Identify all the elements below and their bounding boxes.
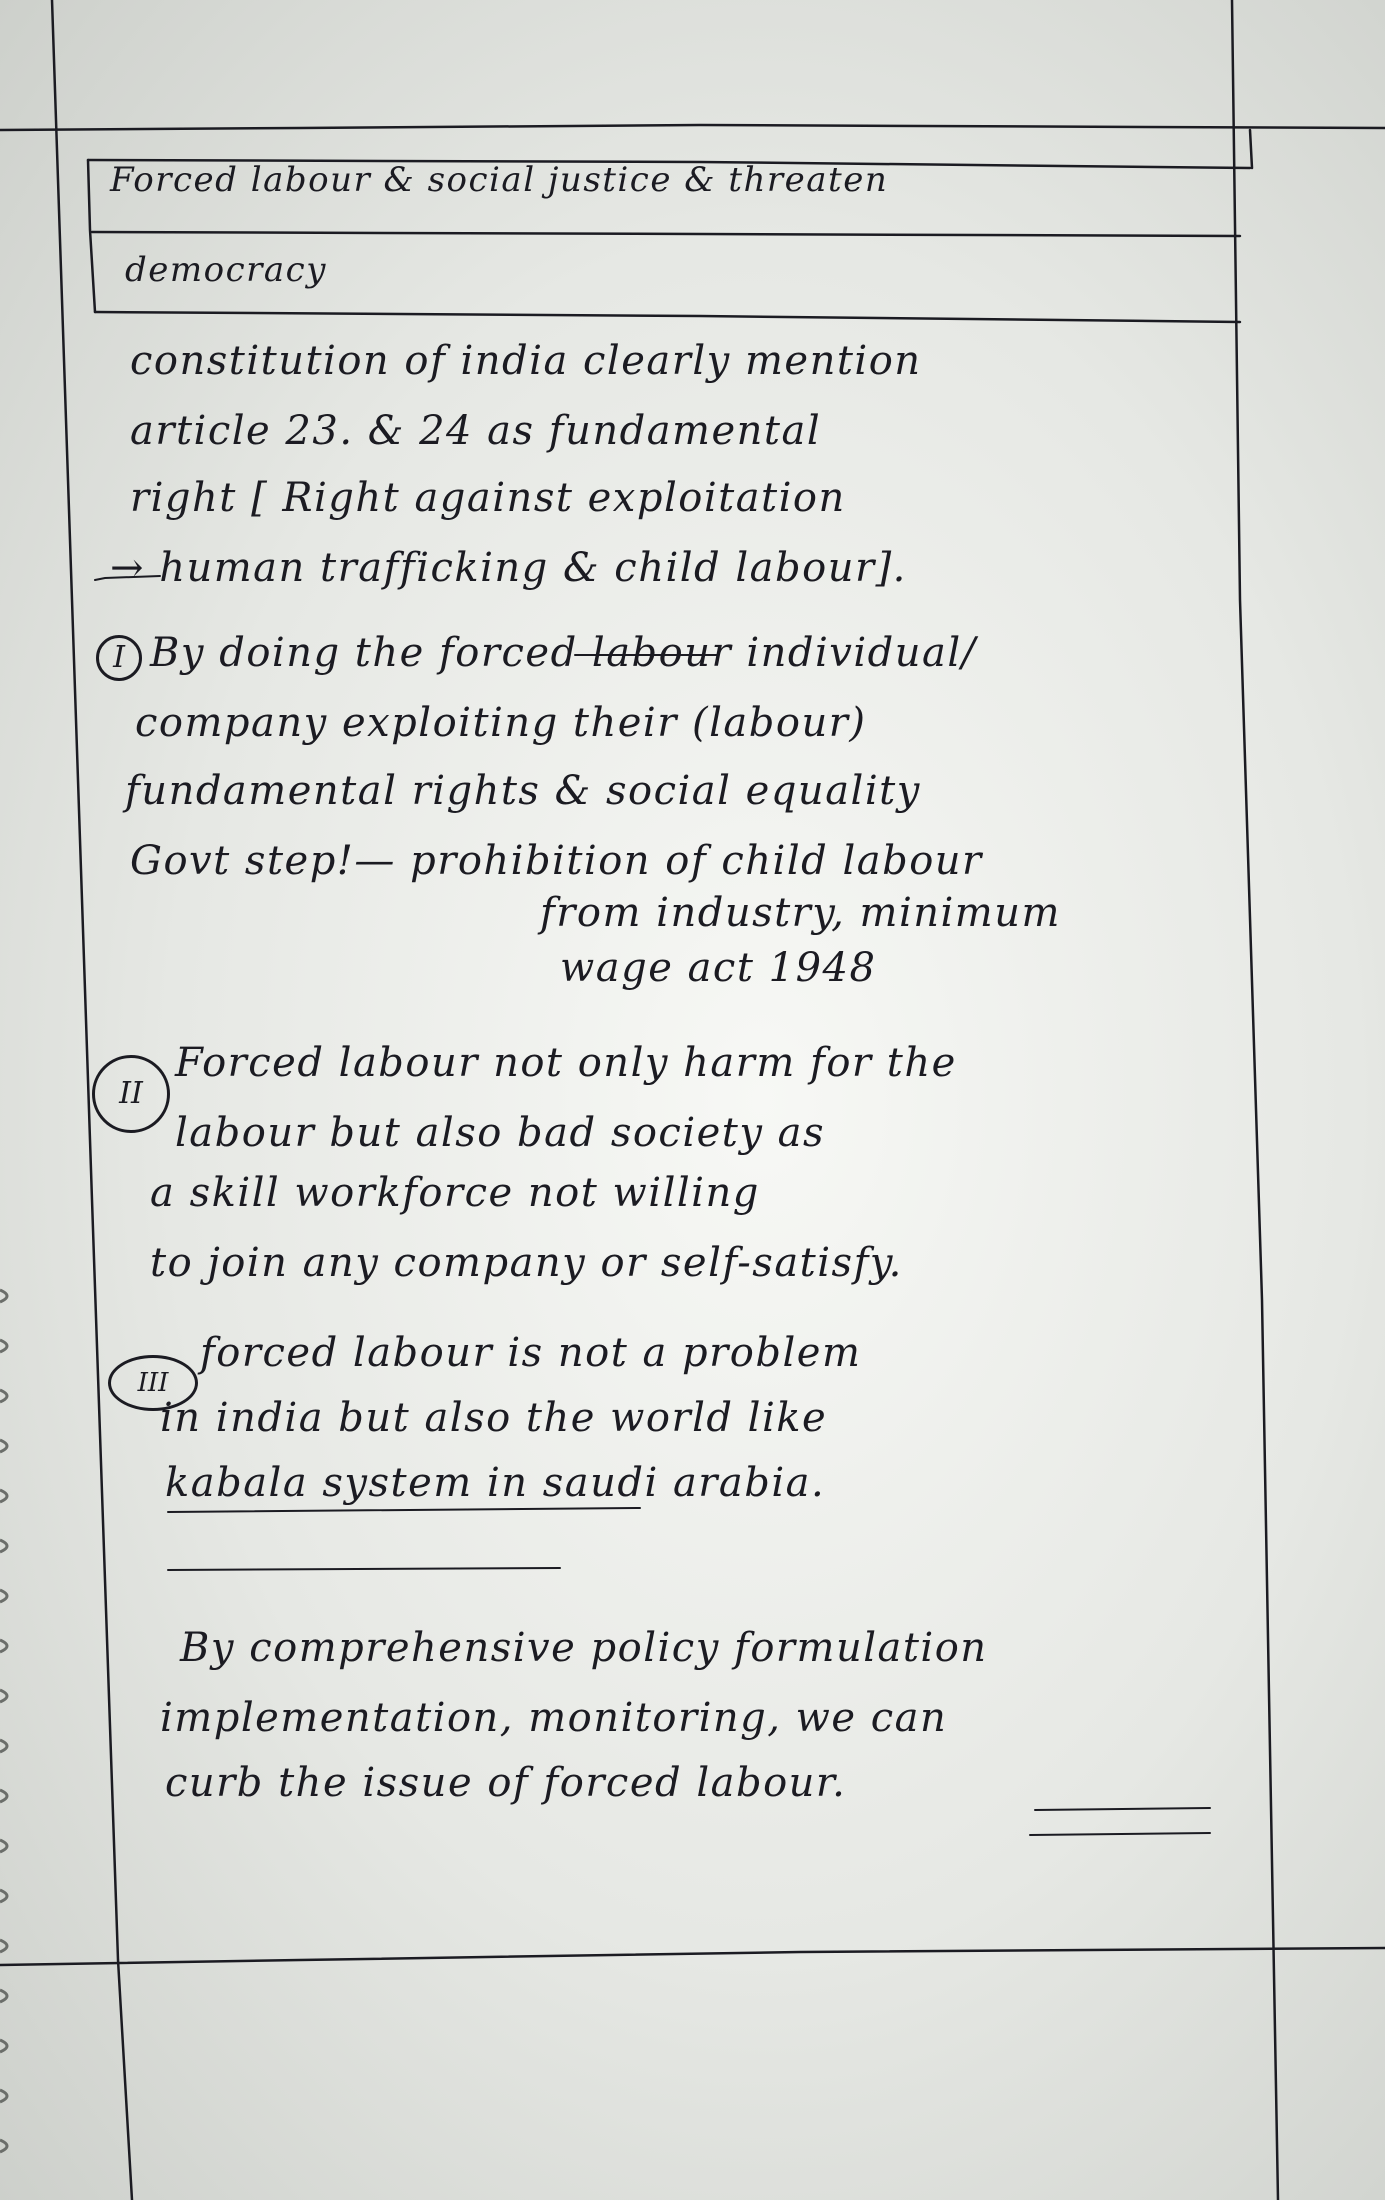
point-1-line-6: wage act 1948 [560, 945, 877, 991]
point-3-marker: III [108, 1355, 198, 1411]
point-1-line-4: Govt step!— prohibition of child labour [130, 838, 983, 884]
point-1-line-5: from industry, minimum [540, 890, 1061, 936]
point-2-line-2: labour but also bad society as [175, 1110, 826, 1156]
conclusion-line-3: curb the issue of forced labour. [165, 1760, 847, 1806]
point-1-line-2: company exploiting their (labour) [135, 700, 867, 746]
title-line-2: democracy [125, 250, 327, 290]
point-1-marker: I [96, 635, 142, 681]
intro-line-2: article 23. & 24 as fundamental [130, 408, 822, 454]
point-1-line-3: fundamental rights & social equality [125, 768, 921, 814]
point-2-line-1: Forced labour not only harm for the [175, 1040, 957, 1086]
point-3-line-2: in india but also the world like [160, 1395, 828, 1441]
conclusion-line-2: implementation, monitoring, we can [160, 1695, 948, 1741]
point-3-line-1: forced labour is not a problem [200, 1330, 862, 1376]
point-2-line-4: to join any company or self-satisfy. [150, 1240, 903, 1286]
point-2-marker: II [92, 1055, 170, 1133]
point-3-line-3: kabala system in saudi arabia. [165, 1460, 826, 1506]
intro-line-1: constitution of india clearly mention [130, 338, 922, 384]
conclusion-line-1: By comprehensive policy formulation [180, 1625, 988, 1671]
point-1-line-1: By doing the forced labour individual/ [150, 630, 977, 676]
intro-line-4: → human trafficking & child labour]. [110, 545, 907, 591]
title-line-1: Forced labour & social justice & threaten [110, 160, 889, 200]
point-2-line-3: a skill workforce not willing [150, 1170, 760, 1216]
spiral-binding [0, 1280, 22, 2180]
intro-line-3: right [ Right against exploitation [130, 475, 846, 521]
